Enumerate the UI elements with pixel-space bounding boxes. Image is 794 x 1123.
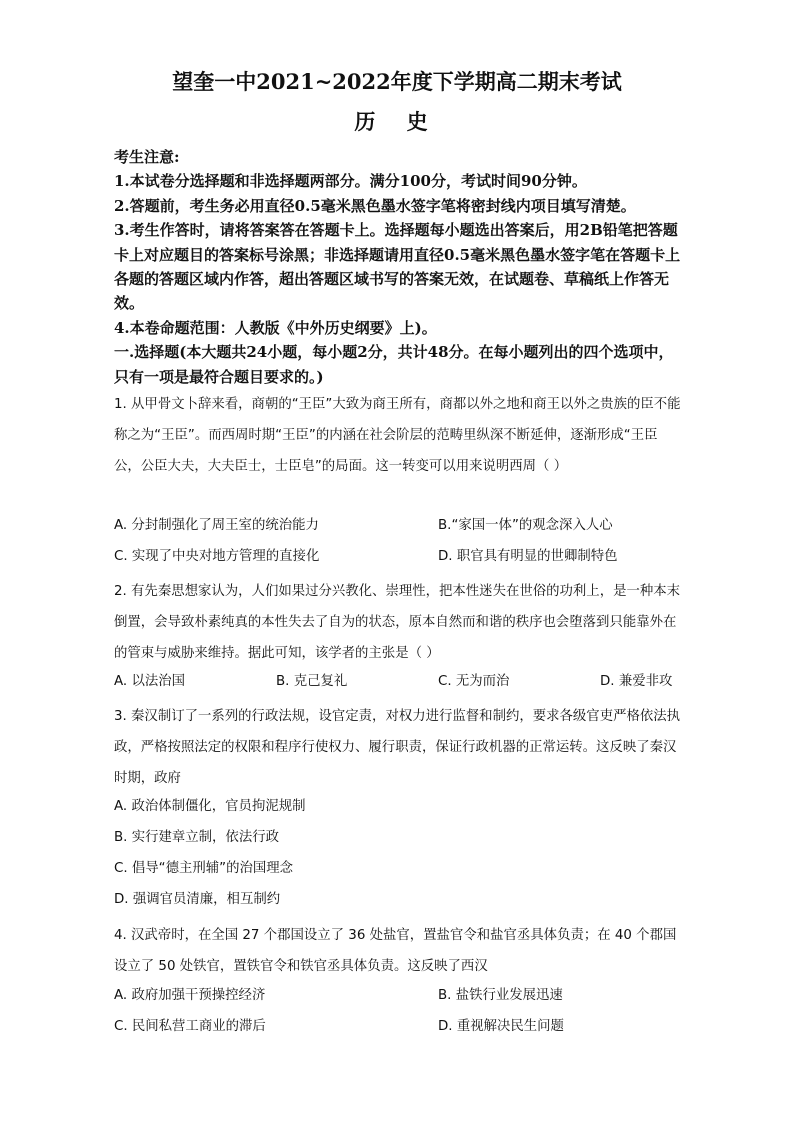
section-heading: 一.选择题(本大题共24小题，每小题2分，共计48分。在每小题列出的四个选项中，只有一项是最符合题目要求的。)	[114, 343, 674, 386]
question-4-stem	[114, 920, 682, 982]
option-a: A. 以法治国	[114, 674, 185, 689]
notice-item-4: 4.本卷命题范围：人教版《中外历史纲要》上)。	[114, 318, 437, 337]
option-c: C. 倡导“德主刑辅”的治国理念	[114, 861, 294, 876]
notice-item-2: 2.答题前，考生务必用直径0.5毫米黑色墨水签字笔将密封线内项目填写清楚。	[114, 196, 636, 215]
option-a: A. 政治体制僵化，官员拘泥规制	[114, 799, 306, 814]
question-text: 2. 有先秦思想家认为，人们如果过分兴教化、崇理性，把本性迷失在世俗的功利上，是一种本末倒置，会导致朴素纯真的本性失去了自为的状态，原本自然而和谐的秩序也会堕落到只能靠外在的管束与威胁来维持。据此可知，该学者的主张是（ ）	[114, 584, 681, 661]
option-c: C. 无为而治	[438, 674, 510, 689]
subject-title: 历 史	[354, 109, 440, 134]
option-a: A. 政府加强干预操控经济	[114, 988, 266, 1003]
notice-heading: 考生注意:	[114, 148, 180, 166]
question-2-stem	[114, 576, 682, 669]
notice-item-3: 3.考生作答时，请将答案答在答题卡上。选择题每小题选出答案后，用2B铅笔把答题卡上对应题目的答案标号涂黑；非选择题请用直径0.5毫米黑色墨水签字笔在答题卡上各题的答题区域内作答，超出答题区域书写的答案无效，在试题卷、草稿纸上作答无效。	[114, 221, 681, 313]
question-text: 4. 汉武帝时，在全国 27 个郡国设立了 36 处盐官，置盐官令和盐官丞具体负责；在 40 个郡国设立了 50 处铁官，置铁官令和铁官丞具体负责。这反映了西汉	[114, 928, 677, 974]
exam-title: 望奎一中2021~2022年度下学期高二期末考试	[172, 69, 622, 94]
option-d: D. 职官具有明显的世卿制特色	[438, 549, 618, 564]
option-c: C. 民间私营工商业的滞后	[114, 1019, 266, 1034]
question-text: 1. 从甲骨文卜辞来看，商朝的“王臣”大致为商王所有，商都以外之地和商王以外之贵族的臣不能称之为“王臣”。而西周时期“王臣”的内涵在社会阶层的范畴里纵深不断延伸，逐渐形成“王臣公，公臣大夫，大夫臣士，士臣皂”的局面。这一转变可以用来说明西周（ ）	[114, 397, 681, 474]
option-d: D. 重视解决民生问题	[438, 1019, 564, 1034]
option-d: D. 强调官员清廉，相互制约	[114, 892, 281, 907]
option-b: B. 克己复礼	[276, 674, 348, 689]
exam-notice	[114, 145, 684, 389]
notice-item-1: 1.本试卷分选择题和非选择题两部分。满分100分，考试时间90分钟。	[114, 172, 587, 191]
question-3-stem	[114, 701, 682, 794]
option-b: B. 实行建章立制，依法行政	[114, 830, 279, 845]
option-c: C. 实现了中央对地方管理的直接化	[114, 549, 320, 564]
option-b: B.“家国一体”的观念深入人心	[438, 518, 613, 533]
question-text: 3. 秦汉制订了一系列的行政法规，设官定责，对权力进行监督和制约，要求各级官吏严格依法执政，严格按照法定的权限和程序行使权力、履行职责，保证行政机器的正常运转。这反映了秦汉时期，政府	[114, 709, 681, 786]
option-b: B. 盐铁行业发展迅速	[438, 988, 563, 1003]
question-1-stem	[114, 389, 682, 482]
option-d: D. 兼爱非攻	[600, 674, 673, 689]
option-a: A. 分封制强化了周王室的统治能力	[114, 518, 319, 533]
